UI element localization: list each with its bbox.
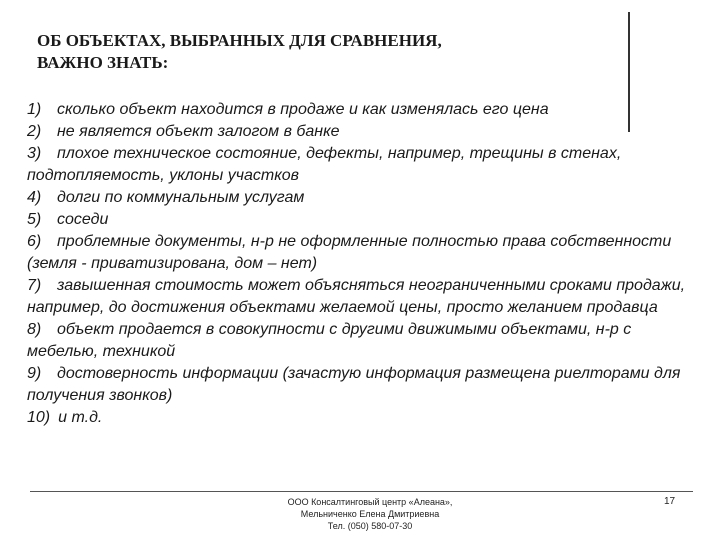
- numbered-list: [27, 99, 697, 429]
- title-line-2: ВАЖНО ЗНАТЬ:: [37, 53, 169, 72]
- item-number: 1): [27, 101, 42, 118]
- list-item: [27, 121, 697, 143]
- slide-title: [37, 30, 597, 74]
- item-number: 2): [27, 123, 42, 140]
- item-text: долги по коммунальным услугам: [57, 189, 305, 206]
- item-text: объект продается в совокупности с другими движимыми объектами, н-р с мебелью, техникой: [27, 321, 632, 360]
- list-item: [27, 99, 697, 121]
- item-text: сколько объект находится в продаже и как изменялась его цена: [57, 101, 549, 118]
- item-text: достоверность информации (зачастую информация размещена риелторами для получения звонков): [27, 365, 681, 404]
- list-item: [27, 275, 697, 319]
- list-item: [27, 363, 697, 407]
- title-line-1: ОБ ОБЪЕКТАХ, ВЫБРАННЫХ ДЛЯ СРАВНЕНИЯ,: [37, 31, 442, 50]
- item-number: 3): [27, 145, 42, 162]
- footer-phone: Тел. (050) 580-07-30: [327, 521, 413, 531]
- item-text: проблемные документы, н-р не оформленные полностью права собственности (земля - приватизирована, дом – нет): [27, 233, 672, 272]
- item-number: 5): [27, 211, 42, 228]
- item-number: 9): [27, 365, 42, 382]
- item-number: 7): [27, 277, 42, 294]
- list-item: [27, 407, 697, 429]
- list-item: [27, 319, 697, 363]
- item-text: плохое техническое состояние, дефекты, например, трещины в стенах, подтопляемость, уклоны участков: [27, 145, 622, 184]
- item-number: 10): [27, 409, 51, 426]
- list-item: [27, 187, 697, 209]
- list-item: [27, 231, 697, 275]
- footer-divider: [30, 491, 693, 492]
- footer-contact: [240, 496, 500, 532]
- item-text: соседи: [57, 211, 109, 228]
- page-number: 17: [664, 496, 676, 507]
- list-item: [27, 143, 697, 187]
- list-item: [27, 209, 697, 231]
- item-text: и т.д.: [58, 409, 103, 426]
- item-number: 4): [27, 189, 42, 206]
- footer-person: Мельниченко Елена Дмитриевна: [300, 509, 440, 519]
- footer-company: ООО Консалтинговый центр «Алеана»,: [287, 497, 453, 507]
- item-number: 6): [27, 233, 42, 250]
- item-text: не является объект залогом в банке: [57, 123, 340, 140]
- item-text: завышенная стоимость может объясняться неограниченными сроками продажи, например, до достижения объектами желаемой цены, просто желанием продавца: [27, 277, 686, 316]
- item-number: 8): [27, 321, 42, 338]
